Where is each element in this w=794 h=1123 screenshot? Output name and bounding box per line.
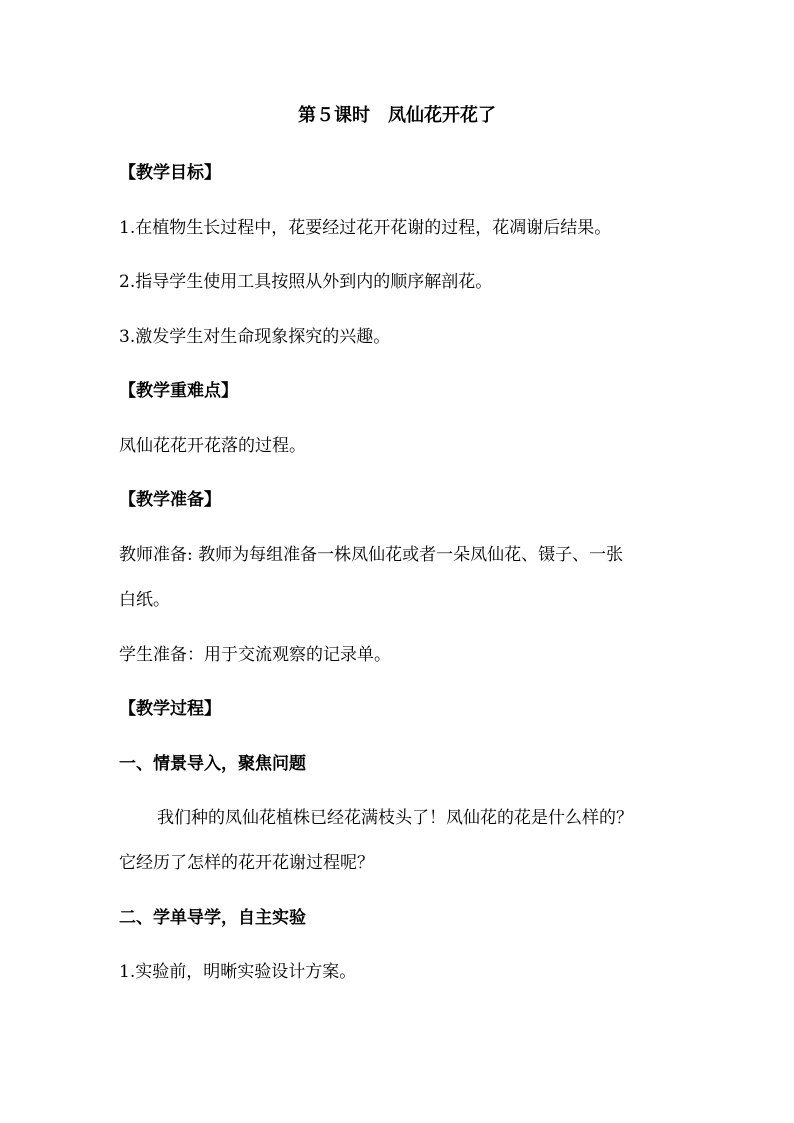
goal-item-2: 2.指导学生使用工具按照从外到内的顺序解剖花。 bbox=[119, 272, 493, 292]
prep-student: 学生准备：用于交流观察的记录单。 bbox=[119, 645, 391, 665]
prep-teacher-line-2: 白纸。 bbox=[119, 590, 170, 610]
prep-teacher-line-1: 教师准备: 教师为每组准备一株凤仙花或者一朵凤仙花、镊子、一张 bbox=[119, 545, 624, 565]
prep-heading: 【教学准备】 bbox=[119, 490, 221, 510]
page-title: 第５课时 凤仙花开花了 bbox=[298, 105, 496, 126]
part2-heading: 二、学单导学，自主实验 bbox=[119, 908, 306, 928]
goal-item-3: 3.激发学生对生命现象探究的兴趣。 bbox=[119, 327, 391, 347]
process-heading: 【教学过程】 bbox=[119, 699, 221, 719]
part1-line-1: 我们种的凤仙花植株已经花满枝头了！凤仙花的花是什么样的？ bbox=[157, 808, 633, 828]
part1-heading: 一、情景导入，聚焦问题 bbox=[119, 754, 306, 774]
goals-heading: 【教学目标】 bbox=[119, 163, 221, 183]
goal-item-1: 1.在植物生长过程中，花要经过花开花谢的过程，花凋谢后结果。 bbox=[119, 218, 612, 238]
part2-item-1: 1.实验前，明晰实验设计方案。 bbox=[119, 962, 357, 982]
key-heading: 【教学重难点】 bbox=[119, 381, 238, 401]
key-text: 凤仙花花开花落的过程。 bbox=[119, 436, 306, 456]
part1-line-2: 它经历了怎样的花开花谢过程呢？ bbox=[119, 853, 374, 873]
